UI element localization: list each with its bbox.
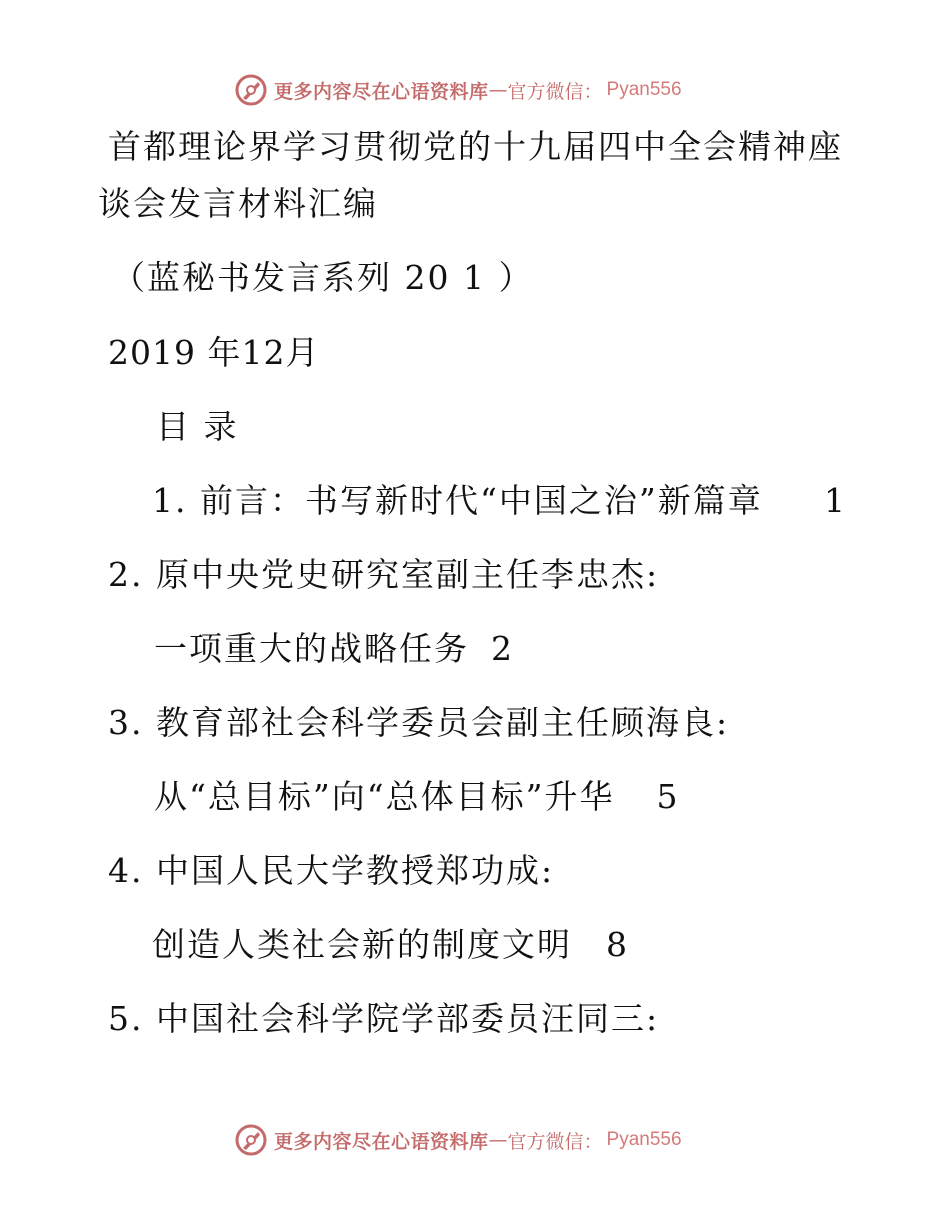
toc-entry-text: 5. 中国社会科学院学部委员汪同三: <box>108 999 660 1038</box>
toc-entry-text: 2. 原中央党史研究室副主任李忠杰: <box>108 555 660 594</box>
toc-entry-4-subtitle[interactable] <box>152 925 629 965</box>
watermark-dash: — <box>488 1129 508 1151</box>
toc-entry-3[interactable] <box>108 703 729 743</box>
toc-page-number: 2 <box>491 629 514 668</box>
toc-entry-2-subtitle[interactable] <box>154 629 514 669</box>
footer-watermark <box>234 1122 682 1158</box>
toc-entry-text: 创造人类社会新的制度文明 <box>152 925 572 964</box>
watermark-label: 官方微信： <box>507 80 603 103</box>
header-watermark <box>234 72 682 108</box>
toc-entry-text: 4. 中国人民大学教授郑功成: <box>108 851 555 890</box>
quill-logo-icon <box>234 73 268 107</box>
toc-entry-5[interactable] <box>108 999 659 1039</box>
doc-series: （蓝秘书发言系列 20 1 ） <box>112 258 534 297</box>
toc-page-number: 8 <box>606 925 629 964</box>
toc-page-number: 5 <box>656 777 680 816</box>
toc-entry-text: 从“总目标”向“总体目标”升华 <box>154 777 615 816</box>
toc-entry-text: 1. 前言：书写新时代“中国之治”新篇章 <box>152 481 763 520</box>
quill-logo-icon <box>234 1123 268 1157</box>
toc-entry-text: 一项重大的战略任务 <box>154 629 469 668</box>
toc-entry-4[interactable] <box>108 851 554 891</box>
doc-date: 2019 年12月 <box>108 333 320 372</box>
toc-heading: 目 录 <box>156 407 239 446</box>
watermark-dash: — <box>488 79 508 101</box>
watermark-id: Pyan556 <box>606 79 682 100</box>
toc-entry-1[interactable] <box>152 481 847 521</box>
toc-entry-3-subtitle[interactable] <box>154 777 679 817</box>
watermark-text: 更多内容尽在心语资料库 <box>274 80 489 103</box>
toc-page-number: 1 <box>824 481 847 520</box>
toc-entry-2[interactable] <box>108 555 659 595</box>
doc-title-line-1: 首都理论界学习贯彻党的十九届四中全会精神座 <box>108 127 843 166</box>
toc-entry-text: 3. 教育部社会科学委员会副主任顾海良: <box>108 703 730 742</box>
watermark-id: Pyan556 <box>606 1129 682 1150</box>
watermark-label: 官方微信： <box>507 1130 603 1153</box>
watermark-text: 更多内容尽在心语资料库 <box>274 1130 489 1153</box>
doc-title-line-2: 谈会发言材料汇编 <box>98 184 378 223</box>
